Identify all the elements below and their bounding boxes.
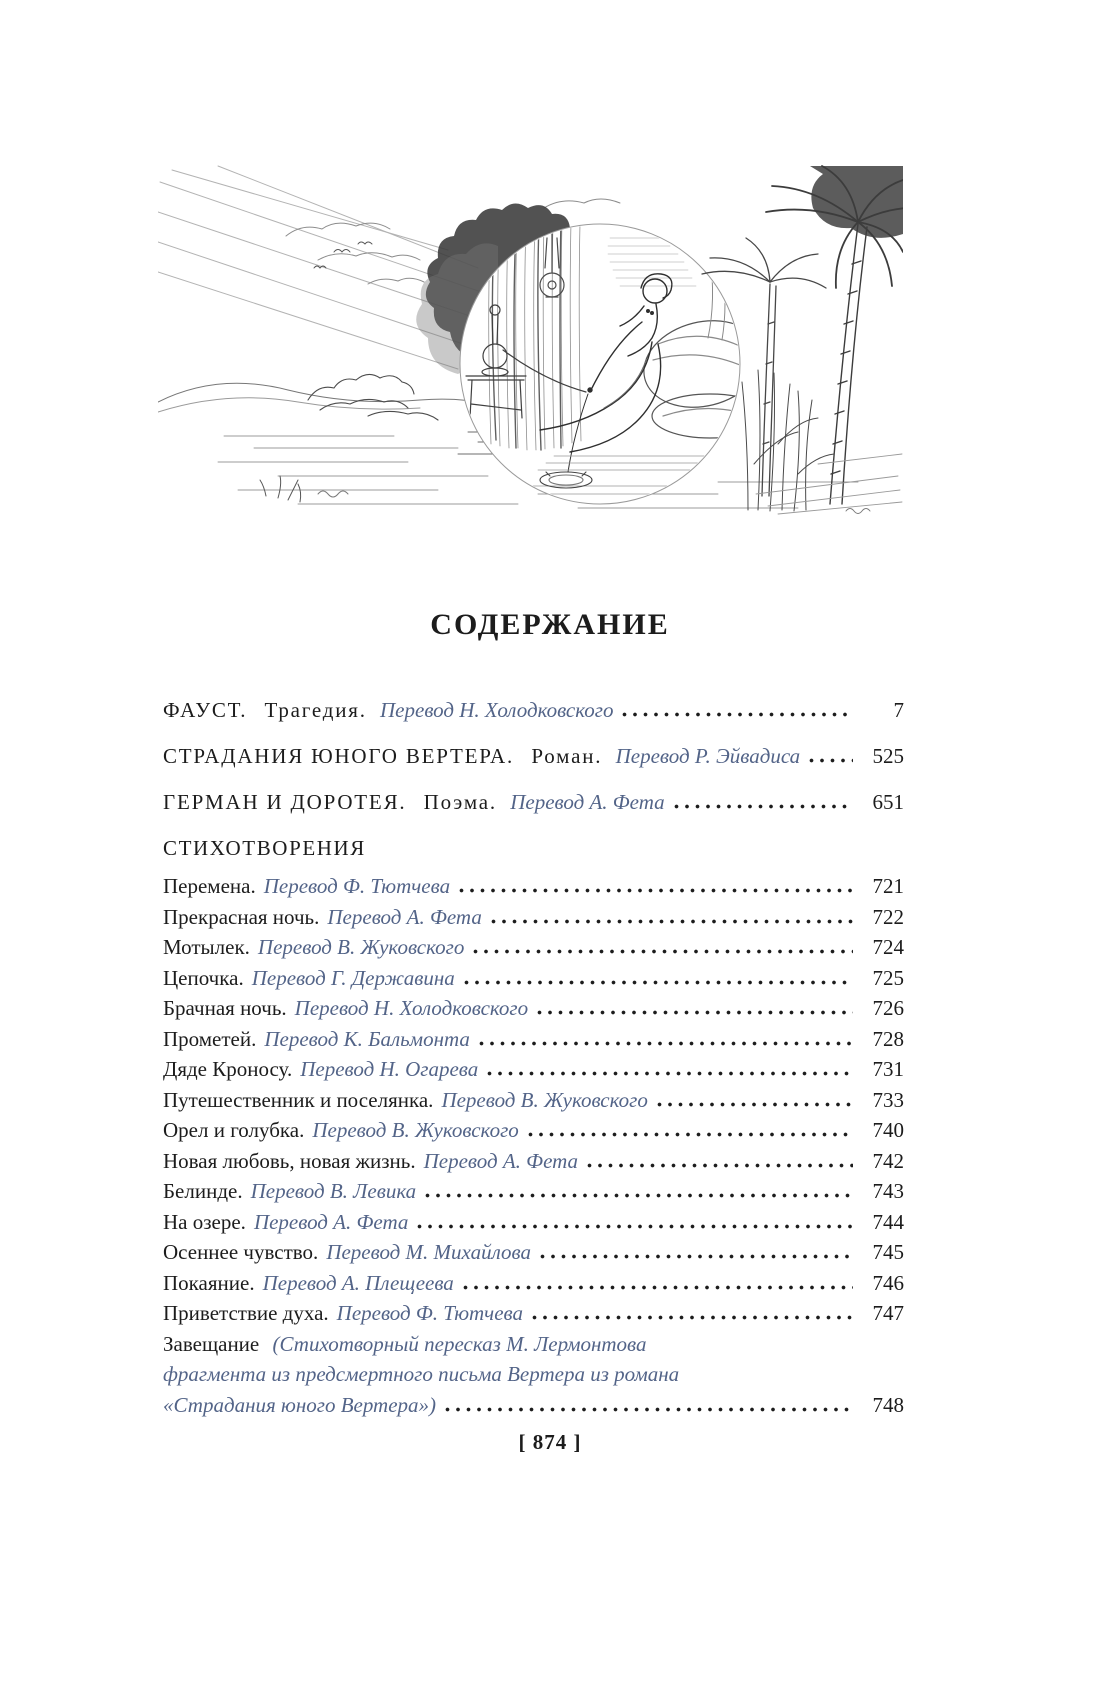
book-illustration [158,164,903,516]
toc-entry-row [163,932,904,963]
entry-page-number: 744 [872,1209,904,1234]
entry-title: Перемена. [163,874,256,898]
entry-note-line1: (Стихотворный пересказ М. Лермонтова [272,1331,647,1356]
dot-leader [622,712,853,717]
entry-translator: Перевод Ф. Тютчева [263,874,451,898]
dot-leader [657,1102,853,1107]
table-of-contents [163,694,904,1420]
entry-text [163,1115,519,1146]
entry-title: Прометей. [163,1026,257,1051]
entry-title: ФАУСТ. [163,698,248,722]
entry-text [163,1268,454,1299]
entry-title: Осеннее чувство. [163,1240,319,1264]
entry-text [163,1085,648,1116]
entry-title: Завещание [163,1331,260,1356]
entry-text [163,1237,531,1268]
footer-page-number: [ 874 ] [518,1430,582,1454]
toc-entry-row [163,1390,904,1421]
entry-translator: Перевод Н. Огарева [300,1057,479,1081]
toc-entry-row [163,1298,904,1329]
dot-leader [473,949,853,954]
dot-leader [532,1315,853,1320]
entry-text [163,1207,408,1238]
engraver-signature-left [318,491,348,497]
entry-page-number: 724 [872,935,904,959]
toc-entry-row [163,963,904,994]
entry-title: ГЕРМАН И ДОРОТЕЯ. [163,790,407,814]
toc-entry-row [163,1237,904,1268]
entry-page-number: 745 [872,1240,904,1264]
dot-leader [459,888,853,893]
toc-entry-row [163,1146,904,1177]
dot-leader [491,919,853,924]
dot-leader [487,1071,853,1076]
page-title: СОДЕРЖАНИЕ [430,608,670,641]
entry-genre: Поэма. [423,790,497,814]
dot-leader [540,1254,853,1259]
toc-entry-row [163,1024,904,1055]
entry-page-number: 740 [872,1118,904,1142]
entry-text [163,1298,523,1329]
entry-text [163,1054,478,1085]
entry-text [163,963,455,994]
entry-page-number: 746 [872,1270,904,1295]
entry-text [163,1329,647,1360]
palm-corner-mass [810,166,903,238]
entry-page-number: 651 [872,790,904,814]
entry-title: Дяде Кроносу. [163,1057,293,1081]
entry-translator: Перевод А. Фета [327,904,482,929]
entry-title: Цепочка. [163,965,244,990]
entry-text [163,1024,470,1055]
toc-entry-row [163,1115,904,1146]
entry-text [163,786,665,818]
toc-entry-row [163,902,904,933]
entry-page-number: 525 [872,744,904,768]
entry-page-number: 748 [872,1392,904,1417]
entry-page-number: 725 [872,965,904,990]
entry-text [163,694,613,726]
entry-title: Орел и голубка. [163,1118,305,1142]
dot-leader [674,804,853,809]
entry-page-number: 731 [872,1057,904,1081]
entry-translator: Перевод Ф. Тютчева [336,1301,523,1325]
toc-entry-row [163,740,904,772]
toc-entry-row [163,786,904,818]
entry-text [163,871,450,902]
toc-entry-row [163,1176,904,1207]
toc-entry-row [163,1329,904,1360]
entry-translator: Перевод Н. Холодковского [380,698,614,722]
dot-leader [528,1132,853,1137]
entry-title: Прекрасная ночь. [163,904,320,929]
entry-translator: Перевод В. Жуковского [312,1118,519,1142]
entry-translator: Перевод А. Фета [253,1209,409,1234]
toc-entry-continuation [163,1359,904,1390]
entry-translator: Перевод А. Фета [423,1148,579,1173]
dot-leader [809,758,853,763]
entry-page-number: 722 [872,904,904,929]
entry-translator: Перевод Р. Эйвадиса [615,744,801,768]
dot-leader [464,980,853,985]
entry-title: СТРАДАНИЯ ЮНОГО ВЕРТЕРА. [163,744,515,768]
entry-text [163,932,464,963]
toc-entry-row [163,1085,904,1116]
dot-leader [537,1010,853,1015]
entry-title: Новая любовь, новая жизнь. [163,1148,416,1173]
toc-entry-row [163,1054,904,1085]
engraving-svg [158,164,903,516]
foreground-grass [260,476,301,502]
entry-page-number: 728 [872,1026,904,1051]
entry-translator: Перевод В. Левика [250,1179,417,1203]
entry-title: Белинде. [163,1179,243,1203]
entry-translator: Перевод В. Жуковского [441,1087,648,1112]
entry-title: На озере. [163,1209,246,1234]
dot-leader [479,1041,853,1046]
entry-title: Покаяние. [163,1270,255,1295]
entry-translator: Перевод А. Фета [510,790,665,814]
engraver-signature-right [846,509,870,514]
entry-translator: Перевод В. Жуковского [257,935,465,959]
toc-entry-row [163,1268,904,1299]
entry-translator: Перевод А. Плещеева [262,1270,454,1295]
entry-page-number: 733 [872,1087,904,1112]
dot-leader [445,1407,853,1412]
entry-note-line3: «Страдания юного Вертера») [163,1392,437,1417]
entry-text [163,740,800,772]
entry-text [163,993,528,1024]
entry-translator: Перевод Г. Державина [251,965,455,990]
entry-page-number: 721 [872,874,904,898]
vignette-circle [460,224,740,504]
entry-title: Приветствие духа. [163,1301,329,1325]
dot-leader [587,1163,853,1168]
entry-page-number: 7 [893,698,904,722]
toc-entry-row [163,1207,904,1238]
toc-entry-row [163,694,904,726]
dot-leader [425,1193,853,1198]
entry-page-number: 726 [872,996,904,1020]
birds [314,242,372,268]
entry-note-line2: фрагмента из предсмертного письма Вертера из романа [163,1362,680,1386]
entry-page-number: 747 [872,1301,904,1325]
entry-page-number: 742 [872,1148,904,1173]
entry-translator: Перевод Н. Холодковского [294,996,529,1020]
toc-entry-row [163,993,904,1024]
entry-title: Брачная ночь. [163,996,287,1020]
entry-genre: Роман. [531,744,603,768]
entry-genre: Трагедия. [264,698,367,722]
bank-hatch-right [756,454,902,514]
entry-text [163,1390,436,1421]
entry-translator: Перевод М. Михайлова [326,1240,531,1264]
entry-text [163,1176,416,1207]
dot-leader [463,1285,853,1290]
section-header-poems: СТИХОТВОРЕНИЯ [163,836,366,860]
entry-title: Путешественник и поселянка. [163,1087,434,1112]
entry-text [163,1146,578,1177]
entry-title: Мотылек. [163,935,250,959]
toc-entry-row [163,871,904,902]
entry-translator: Перевод К. Бальмонта [264,1026,470,1051]
entry-page-number: 743 [872,1179,904,1203]
dot-leader [417,1224,853,1229]
entry-text [163,902,482,933]
